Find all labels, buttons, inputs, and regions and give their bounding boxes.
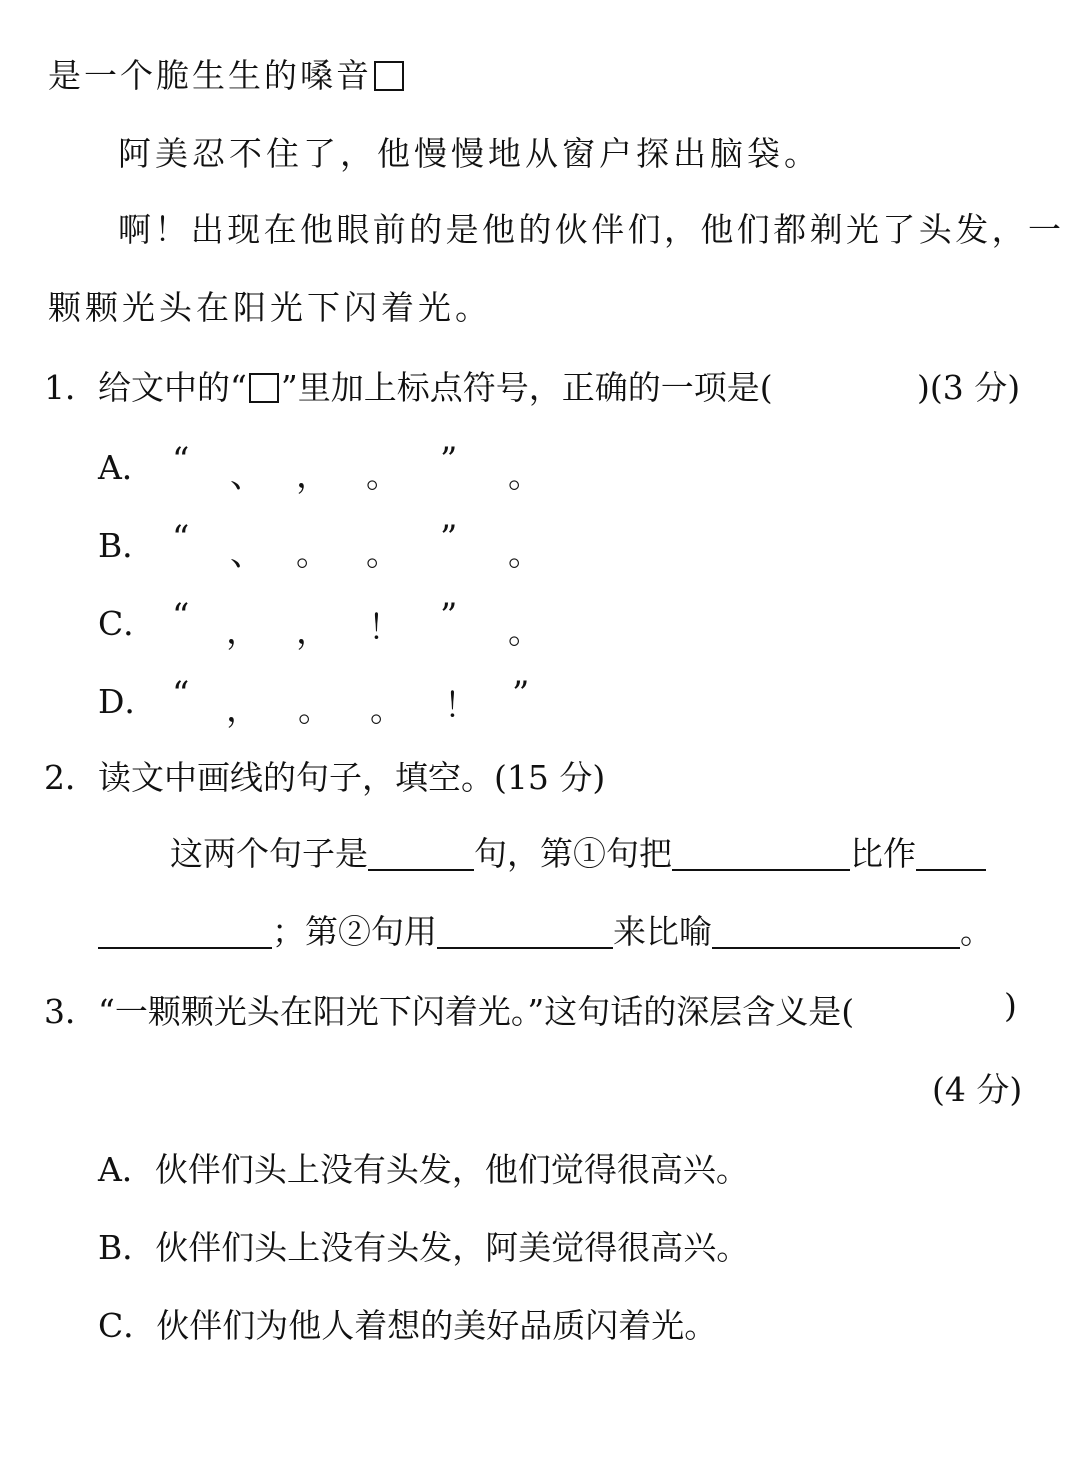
question-2-fill-line-1 (170, 828, 986, 875)
fill-text-f: 。 (960, 912, 993, 951)
blank-tenor-2[interactable] (712, 911, 960, 949)
blank-vehicle-2[interactable] (437, 911, 613, 949)
option-a-mark-1: “ (172, 440, 190, 480)
q3-option-a-text: 伙伴们头上没有头发，他们觉得很高兴。 (154, 1150, 749, 1189)
passage-line-2: 阿美忍不住了，他慢慢地从窗户探出脑袋。 (118, 134, 821, 173)
question-3-option-b[interactable] (98, 1222, 749, 1269)
question-3-number: 3． (44, 992, 98, 1031)
option-c-mark-5: ” (440, 596, 458, 636)
option-a-mark-5: ” (440, 440, 458, 480)
blank-metaphor-1-end[interactable] (98, 911, 272, 949)
question-1-blank-box (249, 373, 279, 403)
q3-option-c-text: 伙伴们为他人着想的美好品质闪着光。 (156, 1306, 718, 1345)
option-b-mark-5: ” (440, 518, 458, 558)
blank-compared-object[interactable] (672, 833, 850, 871)
question-1-stem-b: ”里加上标点符号，正确的一项是( (280, 368, 773, 407)
option-b-mark-4: 。 (366, 534, 400, 574)
q3-option-b-letter: B． (98, 1228, 156, 1267)
option-d-letter: D． (98, 682, 158, 721)
question-3-option-a[interactable] (98, 1144, 749, 1191)
blank-sentence-type[interactable] (368, 833, 474, 871)
question-1-number: 1． (44, 368, 98, 407)
option-a-mark-3: ， (296, 456, 330, 496)
option-d-mark-6: ” (512, 674, 530, 714)
option-b-mark-3: 。 (296, 534, 330, 574)
question-1-score: )(3 分) (917, 368, 1021, 407)
option-a-mark-4: 。 (366, 456, 400, 496)
option-d-mark-1: “ (172, 674, 190, 714)
option-c-mark-2: ， (226, 612, 260, 652)
q3-option-a-letter: A． (98, 1150, 155, 1189)
question-3-paren-close: ) (1004, 986, 1017, 1025)
passage-line-1-text: 是一个脆生生的嗓音 (48, 56, 372, 95)
question-1-stem (98, 362, 773, 409)
passage-line-4: 颗颗光头在阳光下闪着光。 (48, 288, 492, 327)
fill-text-c: 比作 (850, 834, 916, 873)
option-b-mark-6: 。 (508, 534, 542, 574)
option-d-mark-2: ， (226, 690, 260, 730)
question-3-score: (4 分) (932, 1070, 1023, 1109)
option-c-mark-3: ， (296, 612, 330, 652)
question-3-stem: “一颗颗光头在阳光下闪着光。”这句话的深层含义是( (98, 992, 855, 1031)
passage-line-3: 啊！出现在他眼前的是他的伙伴们，他们都剃光了头发，一 (118, 210, 1065, 249)
option-b-mark-2: 、 (230, 534, 264, 574)
question-2-number: 2． (44, 758, 98, 797)
option-c-letter: C． (98, 604, 157, 643)
q3-option-b-text: 伙伴们头上没有头发，阿美觉得很高兴。 (155, 1228, 750, 1267)
option-d-mark-5: ！ (444, 686, 478, 726)
option-a-mark-2: 、 (230, 456, 264, 496)
fill-text-e: 来比喻 (613, 912, 712, 951)
question-3-option-c[interactable] (98, 1300, 717, 1347)
option-c-mark-4: ！ (368, 608, 402, 648)
passage-line-1 (48, 50, 406, 97)
option-a-mark-6: 。 (508, 456, 542, 496)
fill-text-b: 句，第①句把 (474, 834, 672, 873)
punctuation-blank-box (374, 61, 404, 91)
option-b-letter: B． (98, 526, 156, 565)
q3-option-c-letter: C． (98, 1306, 157, 1345)
question-2-stem: 读文中画线的句子，填空。(15 分) (98, 758, 606, 797)
fill-text-d: ；第②句用 (272, 912, 437, 951)
question-2-fill-line-2 (98, 906, 993, 953)
fill-text-a: 这两个句子是 (170, 834, 368, 873)
option-b-mark-1: “ (172, 518, 190, 558)
option-c-mark-1: “ (172, 596, 190, 636)
option-a-letter: A． (98, 448, 155, 487)
question-1-stem-a: 给文中的“ (98, 368, 247, 407)
blank-metaphor-1-start[interactable] (916, 833, 986, 871)
option-d-mark-4: 。 (370, 690, 404, 730)
option-c-mark-6: 。 (508, 612, 542, 652)
option-d-mark-3: 。 (298, 690, 332, 730)
